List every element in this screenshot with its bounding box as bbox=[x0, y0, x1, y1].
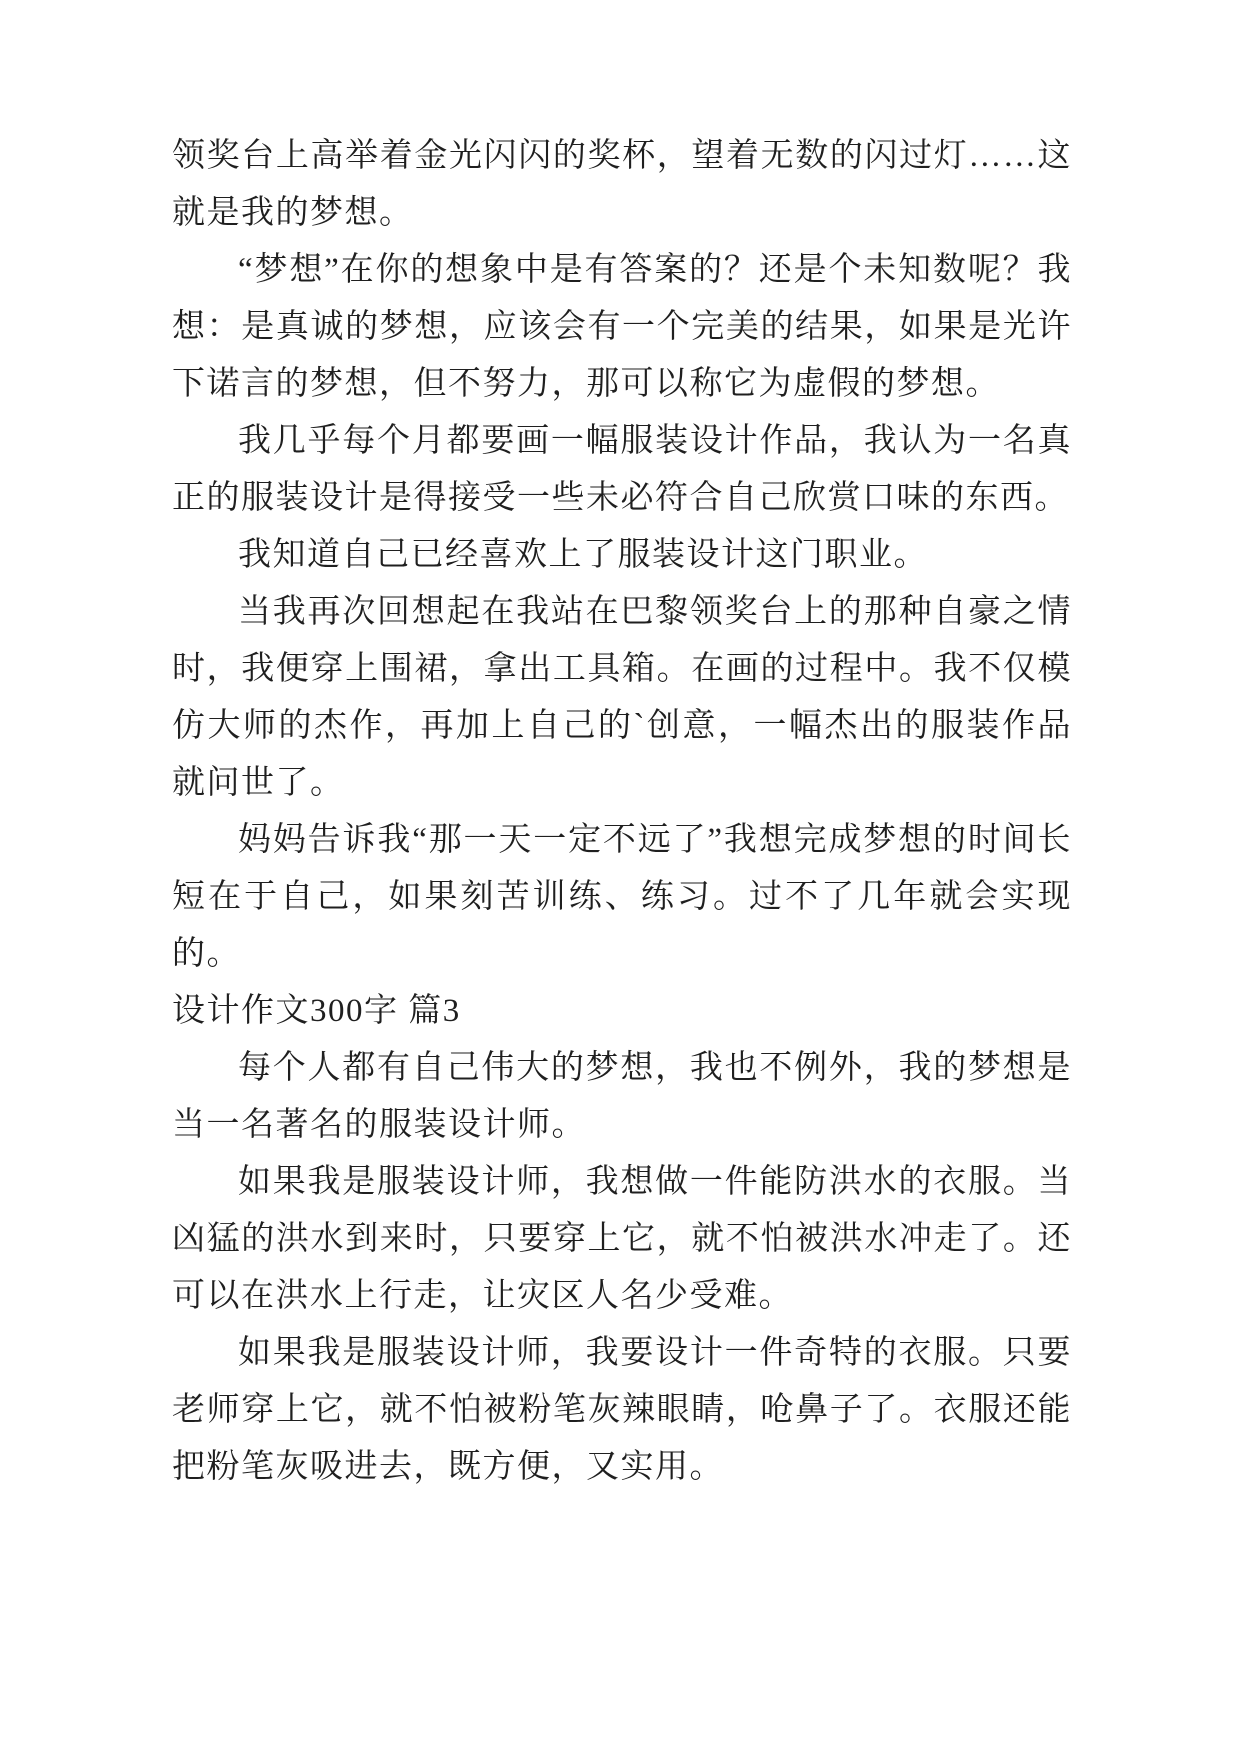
essay-paragraph: 我知道自己已经喜欢上了服装设计这门职业。 bbox=[238, 537, 928, 573]
section-subheading: 设计作文300字 篇3 bbox=[172, 993, 461, 1029]
essay-paragraph: 我几乎每个月都要画一幅服装设计作品，我认为一名真正的服装设计是得接受一些未必符合自己欣赏口味的东西。 bbox=[172, 423, 1072, 516]
essay-paragraph: 如果我是服装设计师，我想做一件能防洪水的衣服。当凶猛的洪水到来时，只要穿上它，就不怕被洪水冲走了。还可以在洪水上行走，让灾区人名少受难。 bbox=[172, 1164, 1072, 1314]
essay-paragraph: 妈妈告诉我“那一天一定不远了”我想完成梦想的时间长短在于自己，如果刻苦训练、练习。过不了几年就会实现的。 bbox=[172, 822, 1072, 972]
essay-paragraph: 如果我是服装设计师，我要设计一件奇特的衣服。只要老师穿上它，就不怕被粉笔灰辣眼睛，呛鼻子了。衣服还能把粉笔灰吸进去，既方便，又实用。 bbox=[172, 1335, 1072, 1485]
essay-paragraph: 领奖台上高举着金光闪闪的奖杯，望着无数的闪过灯……这就是我的梦想。 bbox=[172, 138, 1072, 231]
essay-paragraph: “梦想”在你的想象中是有答案的？还是个未知数呢？我想：是真诚的梦想，应该会有一个完美的结果，如果是光许下诺言的梦想，但不努力，那可以称它为虚假的梦想。 bbox=[172, 252, 1072, 402]
essay-paragraph: 每个人都有自己伟大的梦想，我也不例外，我的梦想是当一名著名的服装设计师。 bbox=[172, 1050, 1072, 1143]
essay-body bbox=[172, 128, 1072, 1496]
essay-paragraph: 当我再次回想起在我站在巴黎领奖台上的那种自豪之情时，我便穿上围裙，拿出工具箱。在画的过程中。我不仅模仿大师的杰作，再加上自己的`创意，一幅杰出的服装作品就问世了。 bbox=[172, 594, 1072, 801]
